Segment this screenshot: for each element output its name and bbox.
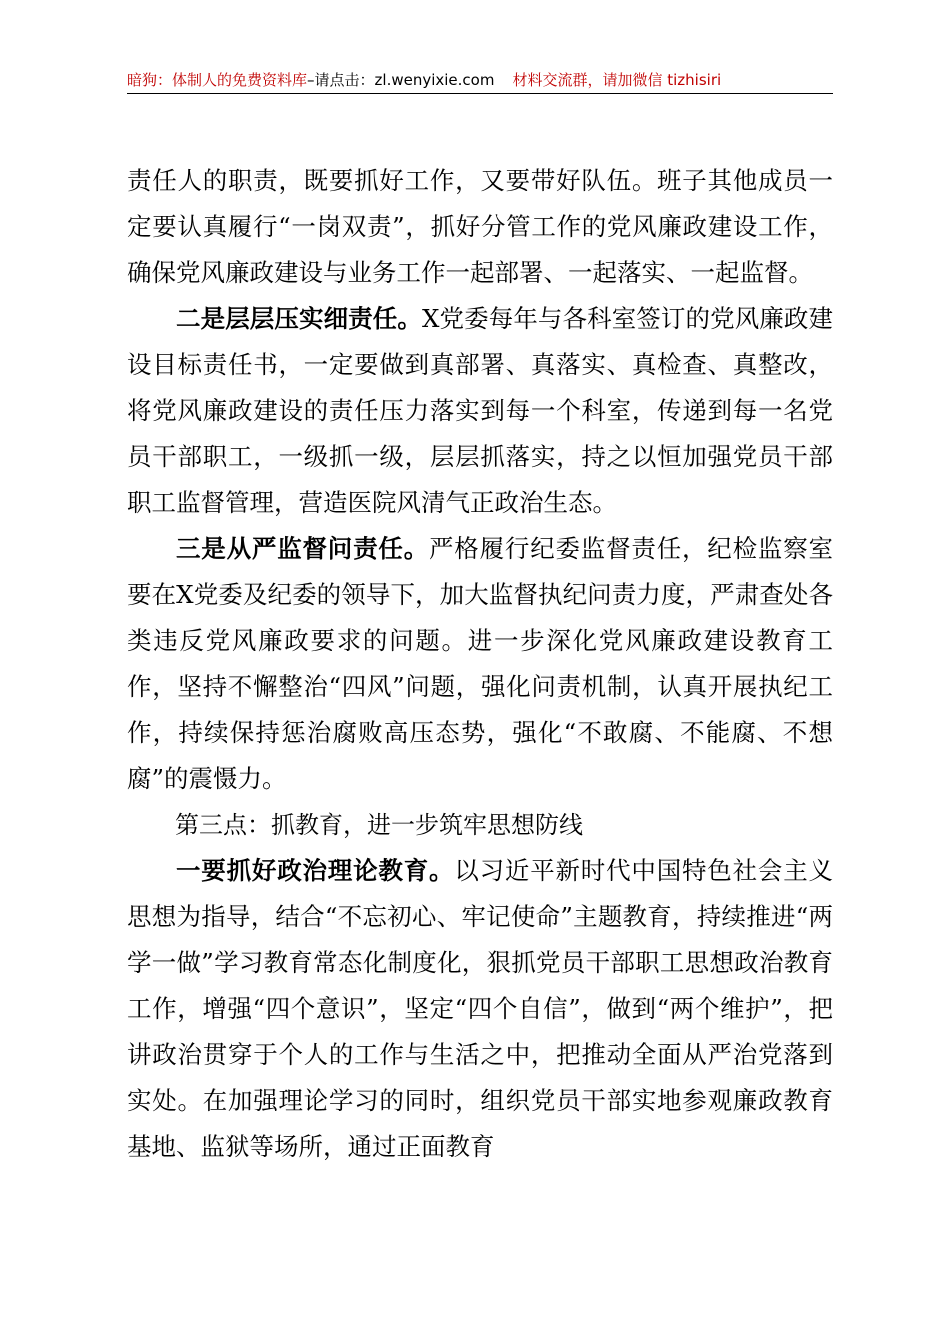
paragraph-supervision: [127, 526, 833, 802]
paragraph-responsibility: [127, 296, 833, 526]
header-contact: 材料交流群，请加微信 tizhisiri: [512, 71, 722, 89]
paragraph-lead: 二是层层压实细责任。: [176, 304, 422, 333]
paragraph-text: 责任人的职责，既要抓好工作，又要带好队伍。班子其他成员一定要认真履行“一岗双责”，抓好分管工作的党风廉政建设工作，确保党风廉政建设与业务工作一起部署、一起落实、一起监督。: [127, 166, 833, 287]
header-link[interactable]: zl.wenyixie.com: [374, 71, 495, 89]
document-body: [127, 158, 833, 1170]
paragraph-text: 严格履行纪委监督责任，纪检监察室要在X党委及纪委的领导下，加大监督执纪问责力度，严肃查处各类违反党风廉政要求的问题。进一步深化党风廉政建设教育工作，坚持不懈整治“四风”问题，强化问责机制，认真开展执纪工作，持续保持惩治腐败高压态势，强化“不敢腐、不能腐、不想腐”的震慑力。: [127, 534, 833, 793]
paragraph-continuation: [127, 158, 833, 296]
page-header: [127, 70, 833, 90]
paragraph-lead: 三是从严监督问责任。: [176, 534, 429, 563]
paragraph-text: 以习近平新时代中国特色社会主义思想为指导，结合“不忘初心、牢记使命”主题教育，持续推进“两学一做”学习教育常态化制度化，狠抓党员干部职工思想政治教育工作，增强“四个意识”，坚定“四个自信”，做到“两个维护”，把讲政治贯穿于个人的工作与生活之中，把推动全面从严治党落到实处。在加强理论学习的同时，组织党员干部实地参观廉政教育基地、监狱等场所，通过正面教育: [127, 856, 834, 1161]
header-divider: [127, 93, 833, 94]
section-heading: 第三点：抓教育，进一步筑牢思想防线: [175, 811, 583, 839]
header-link-prefix: –请点击：: [307, 71, 375, 89]
paragraph-theory-education: [127, 848, 833, 1170]
paragraph-lead: 一要抓好政治理论教育。: [176, 856, 455, 885]
paragraph-text: X党委每年与各科室签订的党风廉政建设目标责任书，一定要做到真部署、真落实、真检查、真整改，将党风廉政建设的责任压力落实到每一个科室，传递到每一名党员干部职工，一级抓一级，层层抓落实，持之以恒加强党员干部职工监督管理，营造医院风清气正政治生态。: [127, 304, 833, 517]
header-site-label: 暗狗：体制人的免费资料库: [127, 71, 308, 89]
